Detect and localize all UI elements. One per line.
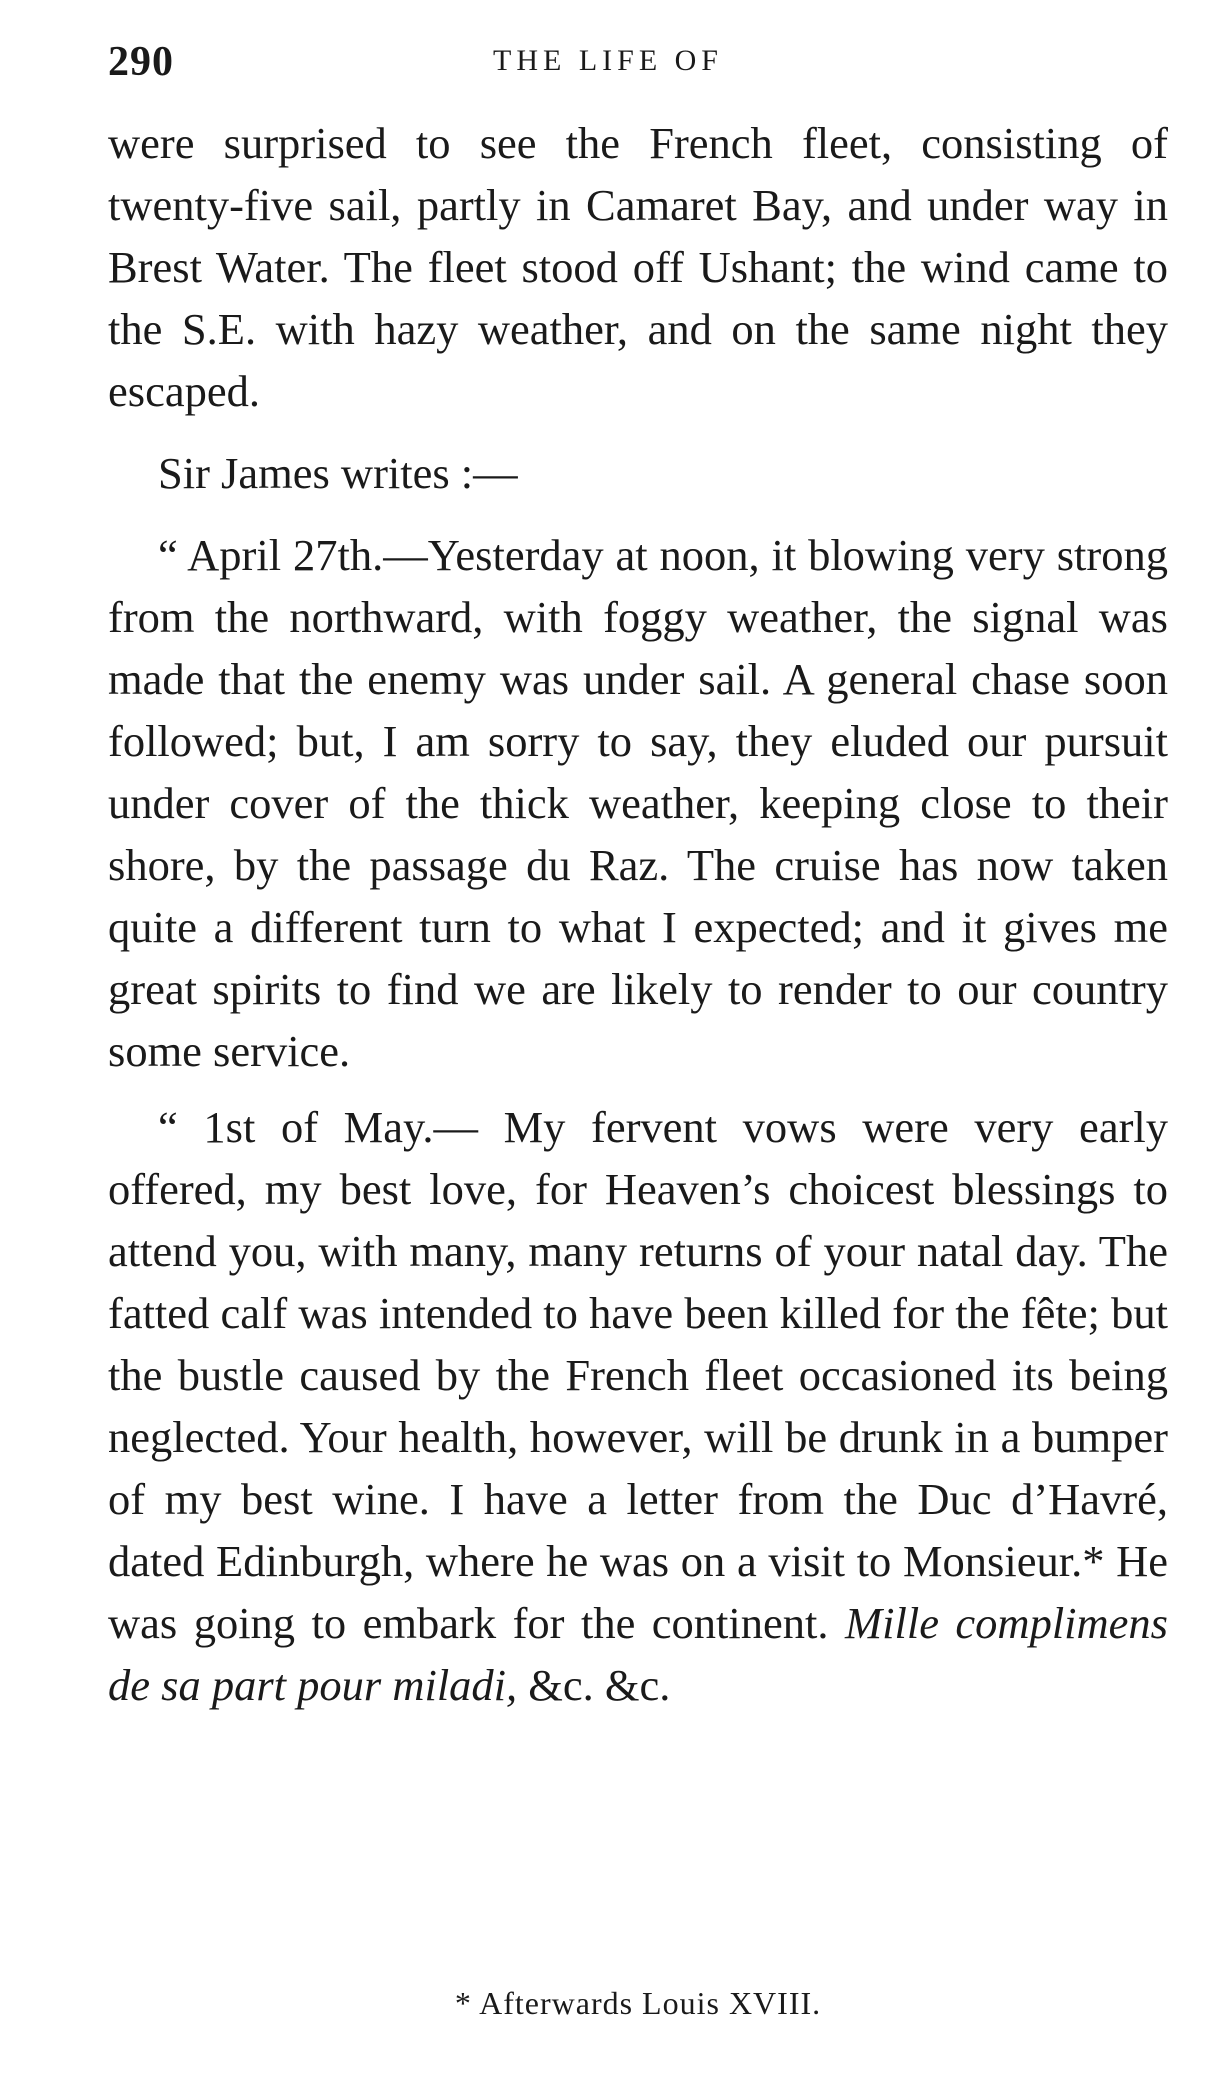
paragraph-may-1 xyxy=(108,1096,1168,1716)
may-1-text: “ 1st of May.— My fervent vows were very early offered, my best love, for Heaven’s choicest blessings to attend you, with many, many returns of your natal day. The fatted calf was intended to have been killed for the fête; but the bustle caused by the French fleet occasioned its being neglected. Your health, however, will be drunk in a bumper of my best wine. I have a letter from the Duc d’Havré, dated Edinburgh, where he was on a visit to Monsieur.* He was going to embark for the continent. xyxy=(108,1102,1168,1648)
may-1-end-text: &c. &c. xyxy=(528,1660,671,1710)
running-head: THE LIFE OF xyxy=(493,44,723,77)
paragraph-april-27: “ April 27th.—Yesterday at noon, it blowing very strong from the northward, with foggy weather, the signal was made that the enemy was under sail. A general chase soon followed; but, I am sorry to say, they eluded our pursuit under cover of the thick weather, keeping close to their shore, by the passage du Raz. The cruise has now taken quite a different turn to what I expected; and it gives me great spirits to find we are likely to render to our country some service. xyxy=(108,530,1168,1076)
footnote: * Afterwards Louis XVIII. xyxy=(454,1985,822,2021)
may-1-italic-text: Mille complimens de sa part pour miladi, xyxy=(108,1598,1169,1710)
paragraph-sir-james-writes: Sir James writes :— xyxy=(158,448,518,498)
paragraph-fleet: were surprised to see the French fleet, consisting of twenty-five sail, partly in Camaret Bay, and under way in Brest Water. The fleet stood off Ushant; the wind came to the S.E. with hazy weather, and on the same night they escaped. xyxy=(108,118,1168,416)
page-header xyxy=(108,38,1168,98)
body-text xyxy=(108,112,1168,1716)
page-number: 290 xyxy=(108,39,174,85)
